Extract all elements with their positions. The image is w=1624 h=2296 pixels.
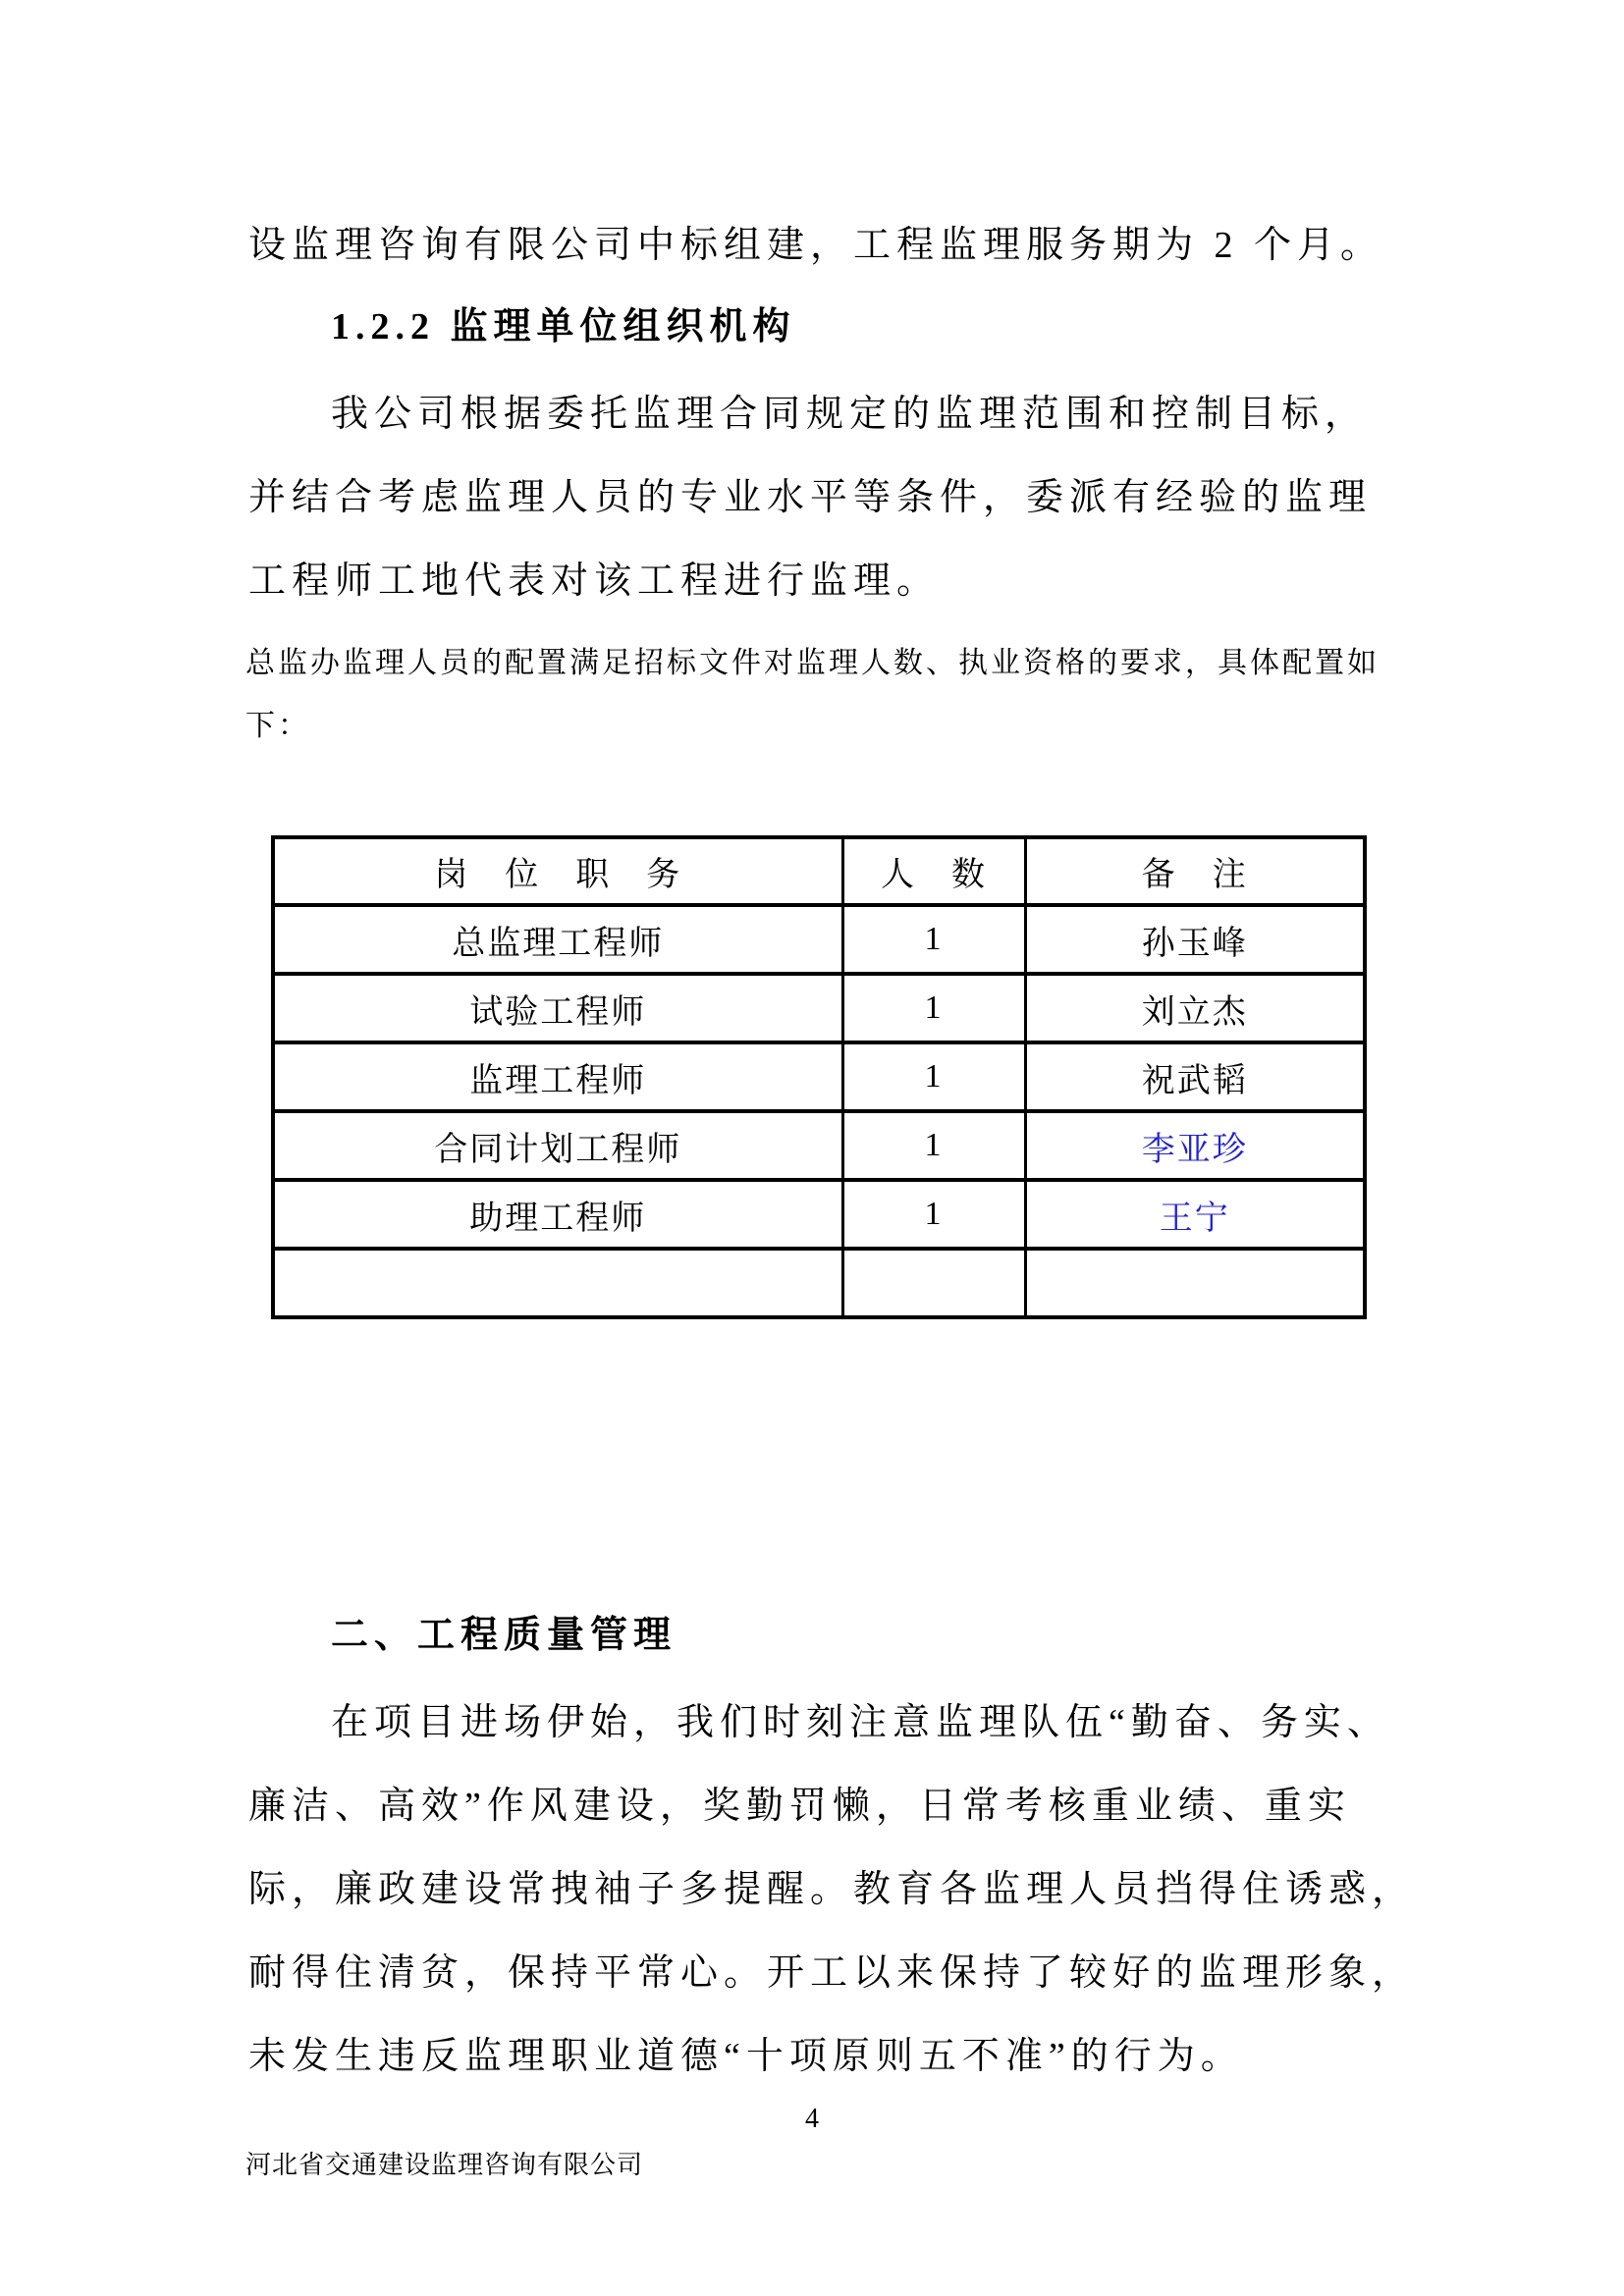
table-row <box>273 1111 1365 1180</box>
cell-count: 1 <box>842 1180 1025 1249</box>
paragraph-staffing-line-2: 下： <box>245 710 310 742</box>
page-number: 4 <box>805 2104 819 2134</box>
cell-count: 1 <box>842 974 1025 1042</box>
cell-position <box>273 1249 842 1317</box>
cell-note: 祝武韬 <box>1025 1042 1365 1111</box>
paragraph-quality-line-5: 未发生违反监理职业道德“十项原则五不准”的行为。 <box>248 2036 1244 2077</box>
cell-count: 1 <box>842 1111 1025 1180</box>
table-row-empty <box>273 1249 1365 1317</box>
cell-position: 监理工程师 <box>273 1042 842 1111</box>
paragraph-quality-line-4: 耐得住清贫，保持平常心。开工以来保持了较好的监理形象， <box>248 1952 1416 1994</box>
cell-count <box>842 1249 1025 1317</box>
cell-count: 1 <box>842 1042 1025 1111</box>
table-row <box>273 1042 1365 1111</box>
intro-continuation-line: 设监理咨询有限公司中标组建，工程监理服务期为 2 个月。 <box>248 225 1384 266</box>
cell-position: 试验工程师 <box>273 974 842 1042</box>
cell-note-highlighted: 王宁 <box>1025 1180 1365 1249</box>
cell-position: 合同计划工程师 <box>273 1111 842 1180</box>
cell-note-highlighted: 李亚珍 <box>1025 1111 1365 1180</box>
cell-note <box>1025 1249 1365 1317</box>
section-heading-quality: 二、工程质量管理 <box>331 1615 677 1656</box>
footer-company-name: 河北省交通建设监理咨询有限公司 <box>245 2151 644 2179</box>
cell-count: 1 <box>842 905 1025 974</box>
paragraph-quality-line-1: 在项目进场伊始，我们时刻注意监理队伍“勤奋、务实、 <box>331 1702 1390 1743</box>
staffing-table-header-row <box>273 837 1365 905</box>
section-heading-1-2-2: 1.2.2 监理单位组织机构 <box>331 306 796 347</box>
table-row <box>273 1180 1365 1249</box>
paragraph-company-line-3: 工程师工地代表对该工程进行监理。 <box>248 561 941 602</box>
paragraph-company-line-1: 我公司根据委托监理合同规定的监理范围和控制目标， <box>331 394 1369 435</box>
paragraph-quality-line-3: 际，廉政建设常拽袖子多提醒。教育各监理人员挡得住诱惑， <box>248 1869 1416 1910</box>
paragraph-staffing-line-1: 总监办监理人员的配置满足招标文件对监理人数、执业资格的要求，具体配置如 <box>245 647 1380 679</box>
column-header-position: 岗 位 职 务 <box>273 837 842 905</box>
cell-note: 孙玉峰 <box>1025 905 1365 974</box>
staffing-table <box>271 835 1367 1319</box>
paragraph-quality-line-2: 廉洁、高效”作风建设，奖勤罚懒，日常考核重业绩、重实 <box>248 1786 1351 1827</box>
table-row <box>273 974 1365 1042</box>
column-header-count: 人 数 <box>842 837 1025 905</box>
cell-position: 总监理工程师 <box>273 905 842 974</box>
paragraph-company-line-2: 并结合考虑监理人员的专业水平等条件，委派有经验的监理 <box>248 477 1373 518</box>
cell-position: 助理工程师 <box>273 1180 842 1249</box>
table-row <box>273 905 1365 974</box>
column-header-note: 备 注 <box>1025 837 1365 905</box>
cell-note: 刘立杰 <box>1025 974 1365 1042</box>
